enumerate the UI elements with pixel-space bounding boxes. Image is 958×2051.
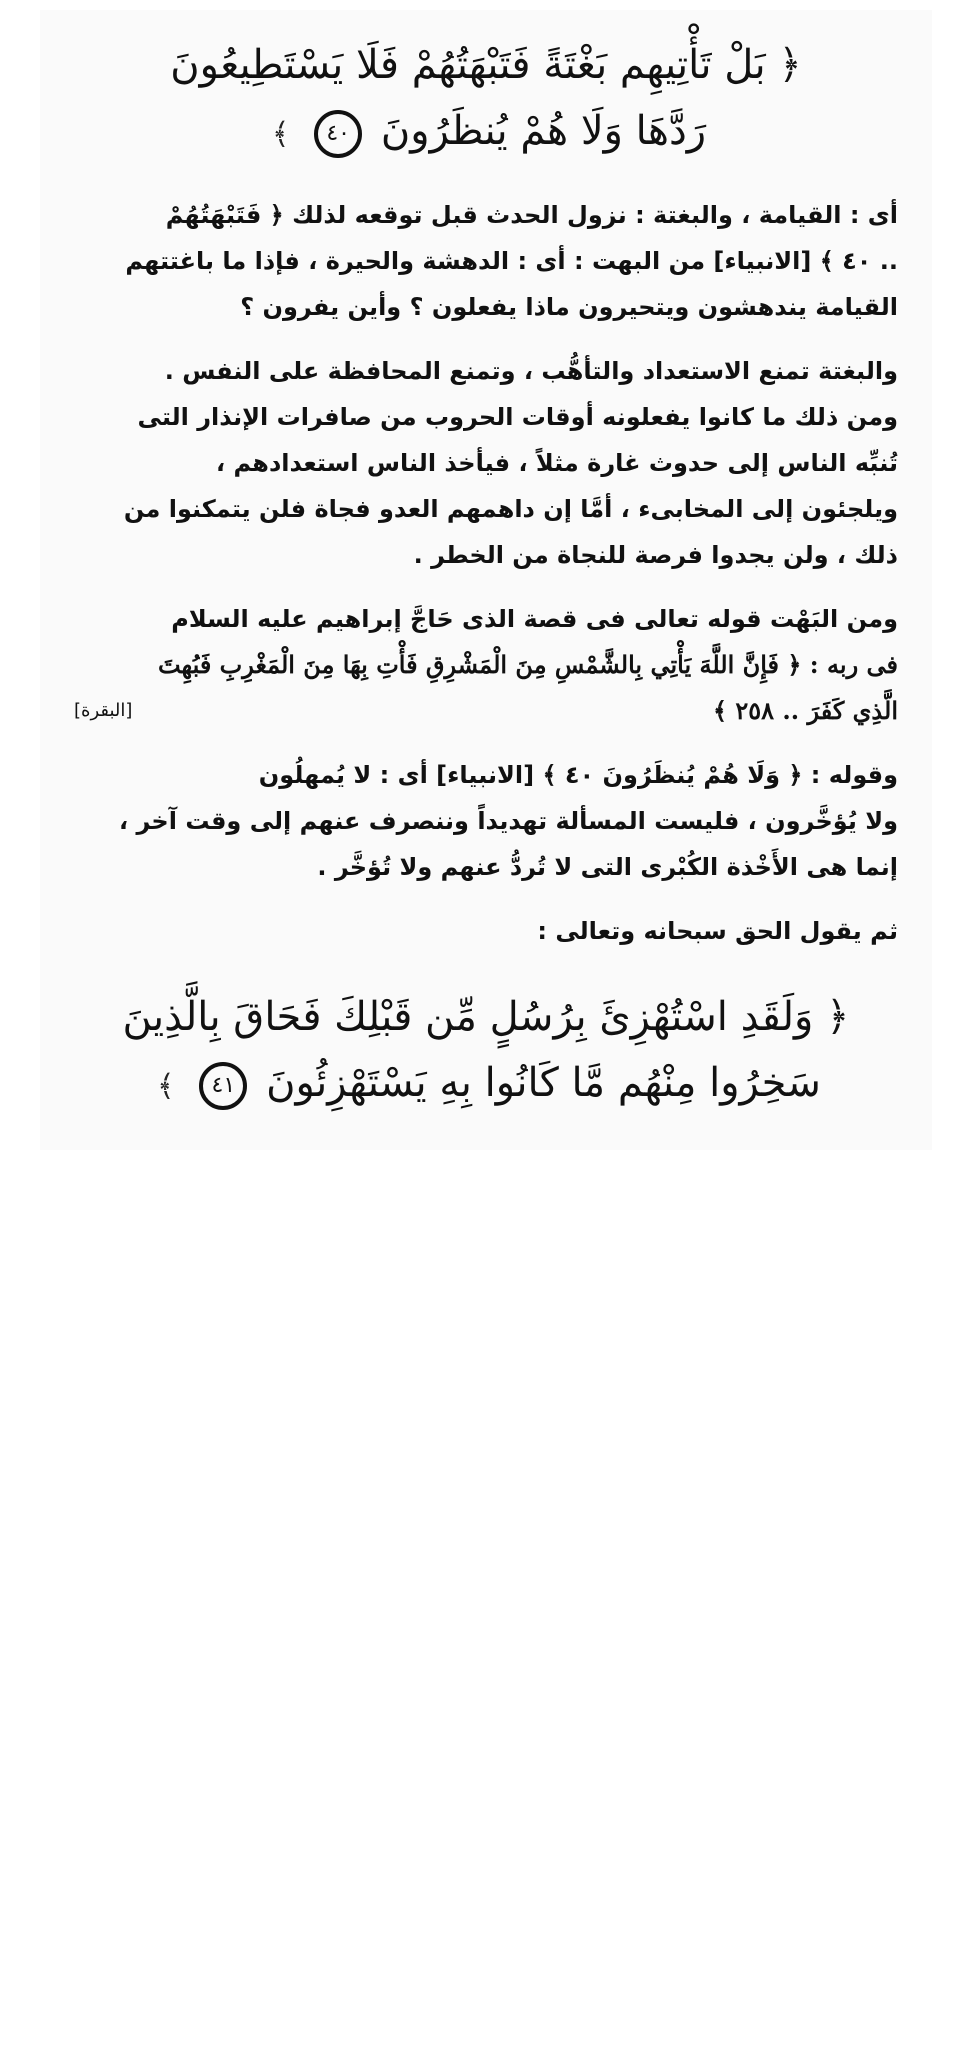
paragraph-4-line-2: ولا يُؤخَّرون ، فليست المسألة تهديداً وننصرف عنهم إلى وقت آخر ، bbox=[119, 807, 898, 835]
paragraph-4 bbox=[74, 752, 898, 890]
verse-40-line-2-wrap bbox=[74, 98, 898, 168]
paragraph-2-line-1: والبغتة تمنع الاستعداد والتأهُّب ، وتمنع المحافظة على النفس . bbox=[164, 357, 898, 385]
paragraph-5 bbox=[74, 908, 898, 954]
surah-reference: [البقرة] bbox=[74, 700, 133, 721]
paragraph-2-line-5: ذلك ، ولن يجدوا فرصة للنجاة من الخطر . bbox=[413, 541, 898, 569]
paragraph-3-line-2: فى ربه : ﴿ فَإِنَّ اللَّهَ يَأْتِي بِالشَّمْسِ مِنَ الْمَشْرِقِ فَأْتِ بِهَا مِنَ الْمَغْرِبِ فَبُهِتَ bbox=[157, 650, 898, 679]
verse-number-badge: ٤٠ bbox=[314, 110, 362, 158]
paragraph-3-line-1: ومن البَهْت قوله تعالى فى قصة الذى حَاجَّ إبراهيم عليه السلام bbox=[171, 605, 898, 633]
paragraph-1 bbox=[74, 192, 898, 330]
quran-verse-40 bbox=[74, 32, 898, 168]
paragraph-4-line-1: وقوله : ﴿ وَلَا هُمْ يُنظَرُونَ ٤٠ ﴾ [الانبياء] أى : لا يُمهلُون bbox=[258, 761, 898, 789]
verse-close-ornament: ﴾ bbox=[157, 1069, 175, 1104]
paragraph-2 bbox=[74, 348, 898, 578]
paragraph-3-line-3: الَّذِي كَفَرَ .. ٢٥٨ ﴾ bbox=[712, 696, 898, 725]
paragraph-1-line-3: القيامة يندهشون ويتحيرون ماذا يفعلون ؟ وأين يفرون ؟ bbox=[240, 293, 898, 321]
verse-41-line-2-wrap bbox=[74, 1050, 898, 1120]
paragraph-5-line-1: ثم يقول الحق سبحانه وتعالى : bbox=[537, 917, 898, 945]
paragraph-1-line-2: .. ٤٠ ﴾ [الانبياء] من البهت : أى : الدهشة والحيرة ، فإذا ما باغتتهم bbox=[125, 247, 898, 275]
paragraph-2-line-2: ومن ذلك ما كانوا يفعلونه أوقات الحروب من صافرات الإنذار التى bbox=[137, 403, 898, 431]
paragraph-2-line-3: تُنبِّه الناس إلى حدوث غارة مثلاً ، فيأخذ الناس استعدادهم ، bbox=[216, 449, 898, 477]
scanned-page bbox=[40, 10, 932, 1150]
paragraph-2-line-4: ويلجئون إلى المخابىء ، أمَّا إن داهمهم العدو فجاة فلن يتمكنوا من bbox=[123, 495, 898, 523]
verse-close-ornament: ﴾ bbox=[271, 117, 290, 152]
paragraph-4-line-3: إنما هى الأَخْذة الكُبْرى التى لا تُردُّ عنهم ولا تُؤخَّر . bbox=[317, 853, 898, 881]
paragraph-3-line-3-wrap bbox=[74, 688, 898, 734]
verse-number-badge: ٤١ bbox=[199, 1062, 247, 1110]
quran-verse-41 bbox=[74, 984, 898, 1120]
verse-40-line-1: ﴿ بَلْ تَأْتِيهِم بَغْتَةً فَتَبْهَتُهُمْ فَلَا يَسْتَطِيعُونَ bbox=[170, 42, 802, 88]
verse-40-line-2: رَدَّهَا وَلَا هُمْ يُنظَرُونَ bbox=[380, 108, 707, 154]
verse-41-line-1: ﴿ وَلَقَدِ اسْتُهْزِئَ بِرُسُلٍ مِّن قَبْلِكَ فَحَاقَ بِالَّذِينَ bbox=[122, 994, 850, 1040]
paragraph-1-line-1: أى : القيامة ، والبغتة : نزول الحدث قبل توقعه لذلك ﴿ فَتَبْهَتُهُمْ bbox=[165, 201, 898, 229]
paragraph-3 bbox=[74, 596, 898, 734]
verse-41-line-2: سَخِرُوا مِنْهُم مَّا كَانُوا بِهِ يَسْتَهْزِئُونَ bbox=[266, 1060, 821, 1106]
